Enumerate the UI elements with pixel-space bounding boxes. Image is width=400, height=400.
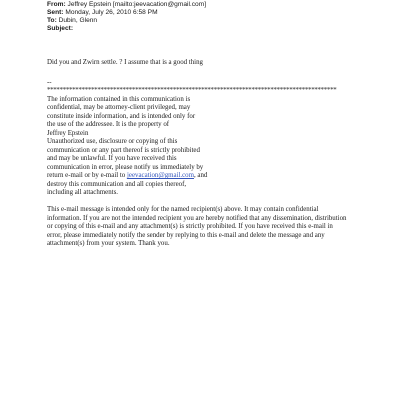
- disclaimer-line-with-link: [47, 172, 367, 181]
- disclaimer-line: communication or any part thereof is strictly prohibited: [47, 146, 200, 154]
- disclaimer-line: Unauthorized use, disclosure or copying of this: [47, 138, 178, 145]
- subject-label: Subject:: [47, 25, 74, 33]
- to-label: To:: [47, 17, 57, 25]
- disclaimer-line: and may be unlawful. If you have received this: [47, 155, 177, 162]
- email-link[interactable]: jeevacation@gmail.com: [126, 172, 194, 179]
- disclaimer-line: destroy this communication and all copies thereof,: [47, 180, 187, 188]
- disclaimer-line: the use of the addressee. It is the property of: [47, 121, 170, 128]
- recipient-notice: This e-mail message is intended only for the named recipient(s) above. It may contain confidential information. If you are not the intended recipient you are hereby notified that any dissemination, distribution or copying of this e-mail and any attachment(s) is strictly prohibited. If you have received this e-mail in error, please immediately notify the sender by replying to this e-mail and delete the message and any attachment(s) from your system. Thank you.: [47, 206, 347, 247]
- disclaimer-line: confidential, may be attorney-client privileged, may: [47, 104, 191, 111]
- signature-dashes: --: [47, 78, 52, 86]
- disclaimer-line: constitute inside information, and is intended only for: [47, 112, 196, 120]
- disclaimer-line: The information contained in this communication is: [47, 95, 191, 103]
- from-label: From:: [47, 1, 66, 8]
- sent-label: Sent:: [47, 9, 64, 17]
- disclaimer-line: Jeffrey Epstein: [47, 129, 89, 137]
- email-header: [47, 1, 206, 33]
- disclaimer-text: , and: [193, 172, 208, 179]
- signature-stars: ********************************************************************************************: [47, 87, 337, 94]
- disclaimer-block: [47, 96, 367, 198]
- from-row: [47, 1, 206, 9]
- disclaimer-line: including all attachments.: [47, 189, 118, 196]
- from-value: Jeffrey Epstein [mailto:jeevacation@gmail.com]: [67, 1, 207, 8]
- to-row: [47, 17, 206, 25]
- sent-value: Monday, July 26, 2010 6:58 PM: [65, 9, 158, 17]
- disclaimer-line: communication in error, please notify us immediately by: [47, 163, 204, 171]
- sent-row: [47, 9, 206, 17]
- subject-row: [47, 25, 206, 33]
- email-body: [47, 59, 367, 249]
- message-text: Did you and Zwirn settle. ? I assume that is a good thing: [47, 59, 203, 66]
- disclaimer-text: return e-mail or by e-mail to: [47, 172, 127, 179]
- to-value: Dubin, Glenn: [58, 17, 98, 25]
